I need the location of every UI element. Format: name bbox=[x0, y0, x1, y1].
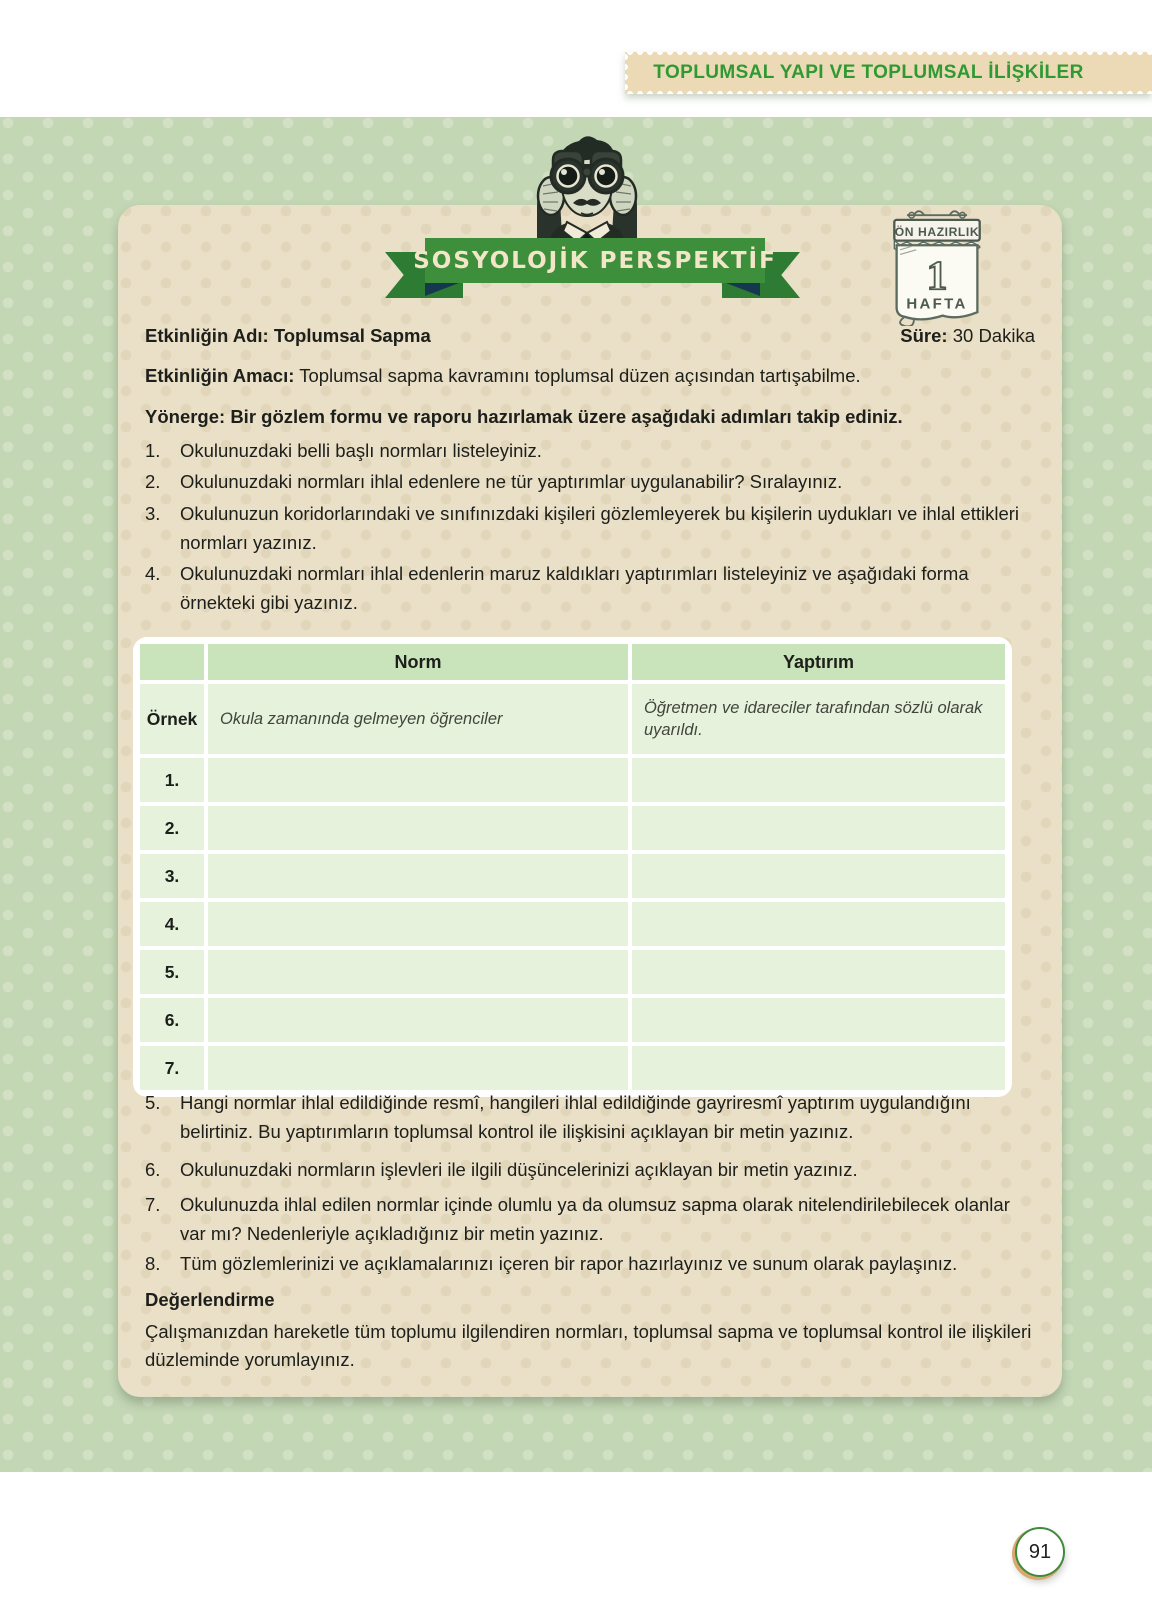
step-number: 5. bbox=[145, 1092, 161, 1113]
calendar-top-label: ÖN HAZIRLIK bbox=[894, 225, 980, 239]
table-row bbox=[140, 854, 1005, 898]
step-item-5 bbox=[145, 1088, 1035, 1146]
step-text: Tüm gözlemlerinizi ve açıklamalarınızı içeren bir rapor hazırlayınız ve sunum olarak paylaşınız. bbox=[180, 1253, 958, 1274]
duration-value: 30 Dakika bbox=[952, 325, 1035, 346]
step-text: Okulunuzdaki normların işlevleri ile ilgili düşüncelerinizi açıklayan bir metin yazınız. bbox=[180, 1159, 858, 1180]
norm-blank-cell bbox=[208, 998, 628, 1042]
ribbon-title-text: SOSYOLOJİK PERSPEKTİF bbox=[413, 247, 777, 274]
unit-title-banner bbox=[625, 52, 1152, 94]
observation-table bbox=[133, 637, 1012, 1097]
unit-title-text: TOPLUMSAL YAPI VE TOPLUMSAL İLİŞKİLER bbox=[653, 62, 1084, 83]
directive-line: Yönerge: Bir gözlem formu ve raporu hazırlamak üzere aşağıdaki adımları takip ediniz. bbox=[145, 406, 903, 427]
page-number: 91 bbox=[1028, 1540, 1052, 1563]
sanction-blank-cell bbox=[632, 854, 1005, 898]
table-row bbox=[140, 950, 1005, 994]
step-text: Okulunuzda ihlal edilen normlar içinde olumlu ya da olumsuz sapma olarak nitelendirilebilecek olanlar var mı? Nedenleriyle açıkladığınız bir metin yazınız. bbox=[180, 1194, 1010, 1244]
row-number: 1. bbox=[140, 758, 204, 802]
norm-blank-cell bbox=[208, 950, 628, 994]
step-text: Okulunuzdaki normları ihlal edenlere ne tür yaptırımlar uygulanabilir? Sıralayınız. bbox=[180, 471, 843, 492]
table-header-sanction: Yaptırım bbox=[632, 644, 1005, 680]
binoculars-observer-illustration bbox=[523, 134, 651, 252]
row-number: 4. bbox=[140, 902, 204, 946]
step-text: Okulunuzdaki belli başlı normları listeleyiniz. bbox=[180, 440, 542, 461]
row-number: 5. bbox=[140, 950, 204, 994]
example-sanction: Öğretmen ve idareciler tarafından sözlü olarak uyarıldı. bbox=[632, 684, 1005, 754]
step-item-3 bbox=[145, 499, 1035, 557]
step-text: Okulunuzdaki normları ihlal edenlerin maruz kaldıkları yaptırımları listeleyiniz ve aşağıdaki forma örnekteki gibi yazınız. bbox=[180, 563, 969, 613]
example-norm: Okula zamanında gelmeyen öğrenciler bbox=[208, 684, 628, 754]
step-number: 8. bbox=[145, 1253, 161, 1274]
step-item-6 bbox=[145, 1155, 1035, 1184]
step-number: 3. bbox=[145, 503, 161, 524]
norm-blank-cell bbox=[208, 806, 628, 850]
purpose-value: Toplumsal sapma kavramını toplumsal düzen açısından tartışabilme. bbox=[299, 365, 861, 386]
purpose-label: Etkinliğin Amacı: bbox=[145, 365, 295, 386]
ribbon-banner bbox=[385, 238, 800, 298]
step-item-7 bbox=[145, 1190, 1035, 1248]
activity-name-value: Toplumsal Sapma bbox=[273, 325, 431, 346]
row-number: 7. bbox=[140, 1046, 204, 1090]
norm-blank-cell bbox=[208, 902, 628, 946]
calendar-icon bbox=[878, 206, 996, 326]
activity-duration bbox=[900, 323, 1035, 349]
step-number: 6. bbox=[145, 1159, 161, 1180]
table-row bbox=[140, 998, 1005, 1042]
step-text: Hangi normlar ihlal edildiğinde resmî, hangileri ihlal edildiğinde gayriresmî yaptırım uygulandığını belirtiniz. Bu yaptırımların toplumsal kontrol ile ilişkisini açıklayan bir metin yazınız. bbox=[180, 1092, 971, 1142]
calendar-number: 1 bbox=[926, 252, 948, 299]
step-number: 7. bbox=[145, 1194, 161, 1215]
step-item-4 bbox=[145, 559, 1035, 617]
example-label: Örnek bbox=[140, 684, 204, 754]
norm-blank-cell bbox=[208, 1046, 628, 1090]
norm-blank-cell bbox=[208, 854, 628, 898]
step-number: 1. bbox=[145, 440, 161, 461]
step-number: 4. bbox=[145, 563, 161, 584]
step-item-8 bbox=[145, 1249, 1035, 1278]
table-row bbox=[140, 902, 1005, 946]
activity-name-label: Etkinliğin Adı: bbox=[145, 325, 269, 346]
evaluation-title: Değerlendirme bbox=[145, 1289, 275, 1310]
table-row bbox=[140, 806, 1005, 850]
activity-card bbox=[118, 205, 1062, 1397]
table-example-row bbox=[140, 684, 1005, 754]
sanction-blank-cell bbox=[632, 998, 1005, 1042]
sanction-blank-cell bbox=[632, 806, 1005, 850]
activity-name-row bbox=[145, 323, 1035, 349]
table-header-row bbox=[140, 644, 1005, 680]
table-row bbox=[140, 758, 1005, 802]
row-number: 6. bbox=[140, 998, 204, 1042]
banner-scallop-edge bbox=[625, 52, 632, 94]
activity-name bbox=[145, 323, 431, 349]
duration-label: Süre: bbox=[900, 325, 948, 346]
step-number: 2. bbox=[145, 471, 161, 492]
calendar-bottom-label: HAFTA bbox=[906, 295, 968, 313]
sanction-blank-cell bbox=[632, 902, 1005, 946]
sanction-blank-cell bbox=[632, 1046, 1005, 1090]
table-row bbox=[140, 1046, 1005, 1090]
evaluation-text: Çalışmanızdan hareketle tüm toplumu ilgilendiren normları, toplumsal sapma ve toplumsal kontrol ile ilişkileri düzleminde yorumlayınız. bbox=[145, 1321, 1032, 1370]
step-text: Okulunuzun koridorlarındaki ve sınıfınızdaki kişileri gözlemleyerek bu kişilerin uydukları ve ihlal ettikleri normları yazınız. bbox=[180, 503, 1020, 553]
row-number: 2. bbox=[140, 806, 204, 850]
table-header-empty bbox=[140, 644, 204, 680]
step-item-2 bbox=[145, 467, 1035, 496]
sanction-blank-cell bbox=[632, 950, 1005, 994]
ribbon-band bbox=[413, 238, 777, 283]
step-item-1 bbox=[145, 436, 1035, 465]
sanction-blank-cell bbox=[632, 758, 1005, 802]
activity-purpose bbox=[145, 363, 1035, 389]
table-header-norm: Norm bbox=[208, 644, 628, 680]
norm-blank-cell bbox=[208, 758, 628, 802]
row-number: 3. bbox=[140, 854, 204, 898]
page-number-badge bbox=[1015, 1527, 1065, 1577]
